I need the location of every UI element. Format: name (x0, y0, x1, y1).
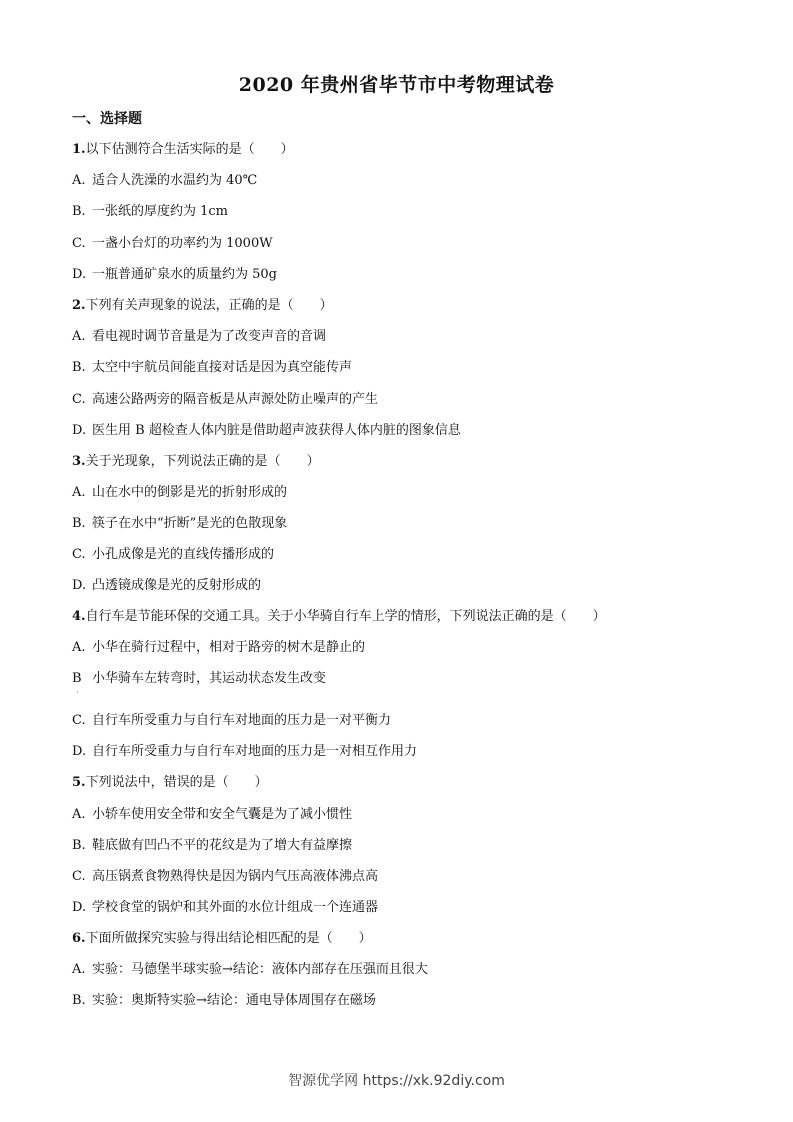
option-label: B (72, 671, 82, 686)
option-label: C. (72, 547, 86, 562)
question-number: 2. (72, 298, 86, 313)
option-3d (72, 578, 261, 594)
question-number: 3. (72, 454, 86, 469)
stray-mark: · (76, 688, 79, 697)
option-label: B. (72, 993, 86, 1008)
question-3 (72, 454, 320, 470)
option-text: 实验：奥斯特实验→结论：通电导体周围存在磁场 (92, 993, 376, 1008)
option-6b (72, 993, 376, 1009)
option-label: D. (72, 578, 87, 593)
option-label: D. (72, 267, 87, 282)
section-heading: 一、选择题 (72, 111, 142, 127)
question-5 (72, 775, 268, 791)
option-text: 自行车所受重力与自行车对地面的压力是一对相互作用力 (92, 744, 418, 759)
option-text: 小轿车使用安全带和安全气囊是为了减小惯性 (92, 807, 353, 822)
option-label: A. (72, 173, 86, 188)
option-text: 看电视时调节音量是为了改变声音的音调 (92, 329, 327, 344)
question-1 (72, 142, 294, 158)
option-6a (72, 962, 428, 978)
option-1b (72, 204, 228, 220)
option-4c (72, 713, 391, 729)
footer-watermark: 智源优学网 https://xk.92diy.com (288, 1073, 505, 1089)
option-text: 学校食堂的锅炉和其外面的水位计组成一个连通器 (92, 900, 379, 915)
option-1a (72, 173, 257, 189)
option-text: 小孔成像是光的直线传播形成的 (92, 547, 275, 562)
option-1d (72, 267, 277, 283)
option-label: B. (72, 204, 86, 219)
option-label: A. (72, 640, 86, 655)
option-text: 适合人洗澡的水温约为 40℃ (92, 173, 258, 188)
option-4d (72, 744, 417, 760)
option-text: 筷子在水中“折断”是光的色散现象 (92, 516, 288, 531)
option-3c (72, 547, 274, 563)
option-5b (72, 838, 352, 854)
question-4 (72, 609, 606, 625)
question-stem: 下列说法中，错误的是（ ） (85, 775, 268, 790)
question-stem: 下面所做探究实验与得出结论相匹配的是（ ） (85, 931, 372, 946)
question-stem: 关于光现象，下列说法正确的是（ ） (85, 454, 320, 469)
option-2a (72, 329, 326, 345)
option-text: 一盏小台灯的功率约为 1000W (92, 236, 273, 251)
option-text: 鞋底做有凹凸不平的花纹是为了增大有益摩擦 (92, 838, 353, 853)
option-2d (72, 423, 461, 439)
option-5c (72, 869, 378, 885)
option-5d (72, 900, 378, 916)
option-text: 一张纸的厚度约为 1cm (92, 204, 229, 219)
option-text: 山在水中的倒影是光的折射形成的 (92, 485, 288, 500)
option-label: D. (72, 744, 87, 759)
question-6 (72, 931, 372, 947)
option-text: 一瓶普通矿泉水的质量约为 50g (92, 267, 277, 282)
option-text: 高速公路两旁的隔音板是从声源处防止噪声的产生 (92, 392, 379, 407)
option-1c (72, 236, 273, 252)
option-label: B. (72, 516, 86, 531)
question-number: 6. (72, 931, 86, 946)
question-number: 1. (72, 142, 86, 157)
option-label: B. (72, 838, 86, 853)
option-label: A. (72, 329, 86, 344)
option-5a (72, 807, 352, 823)
question-stem: 自行车是节能环保的交通工具。关于小华骑自行车上学的情形，下列说法正确的是（ ） (85, 609, 606, 624)
question-stem: 以下估测符合生活实际的是（ ） (85, 142, 294, 157)
option-label: D. (72, 900, 87, 915)
option-text: 小华在骑行过程中，相对于路旁的树木是静止的 (92, 640, 366, 655)
option-text: 凸透镜成像是光的反射形成的 (92, 578, 262, 593)
question-number: 5. (72, 775, 86, 790)
option-text: 太空中宇航员间能直接对话是因为真空能传声 (92, 360, 353, 375)
option-label: D. (72, 423, 87, 438)
option-text: 高压锅煮食物熟得快是因为锅内气压高液体沸点高 (92, 869, 379, 884)
option-label: A. (72, 485, 86, 500)
page-title: 2020 年贵州省毕节市中考物理试卷 (238, 74, 555, 96)
option-3a (72, 485, 287, 501)
question-2 (72, 298, 333, 314)
option-label: C. (72, 236, 86, 251)
option-label: A. (72, 962, 86, 977)
option-3b (72, 516, 287, 532)
option-2c (72, 392, 378, 408)
option-label: C. (72, 713, 86, 728)
option-4b (72, 671, 326, 687)
option-label: C. (72, 392, 86, 407)
option-label: C. (72, 869, 86, 884)
option-4a (72, 640, 365, 656)
question-stem: 下列有关声现象的说法，正确的是（ ） (85, 298, 333, 313)
option-label: B. (72, 360, 86, 375)
option-2b (72, 360, 352, 376)
option-text: 实验：马德堡半球实验→结论：液体内部存在压强而且很大 (92, 962, 428, 977)
option-text: 自行车所受重力与自行车对地面的压力是一对平衡力 (92, 713, 392, 728)
option-label: A. (72, 807, 86, 822)
option-text: 小华骑车左转弯时，其运动状态发生改变 (92, 671, 327, 686)
question-number: 4. (72, 609, 86, 624)
option-text: 医生用 B 超检查人体内脏是借助超声波获得人体内脏的图象信息 (92, 423, 461, 438)
